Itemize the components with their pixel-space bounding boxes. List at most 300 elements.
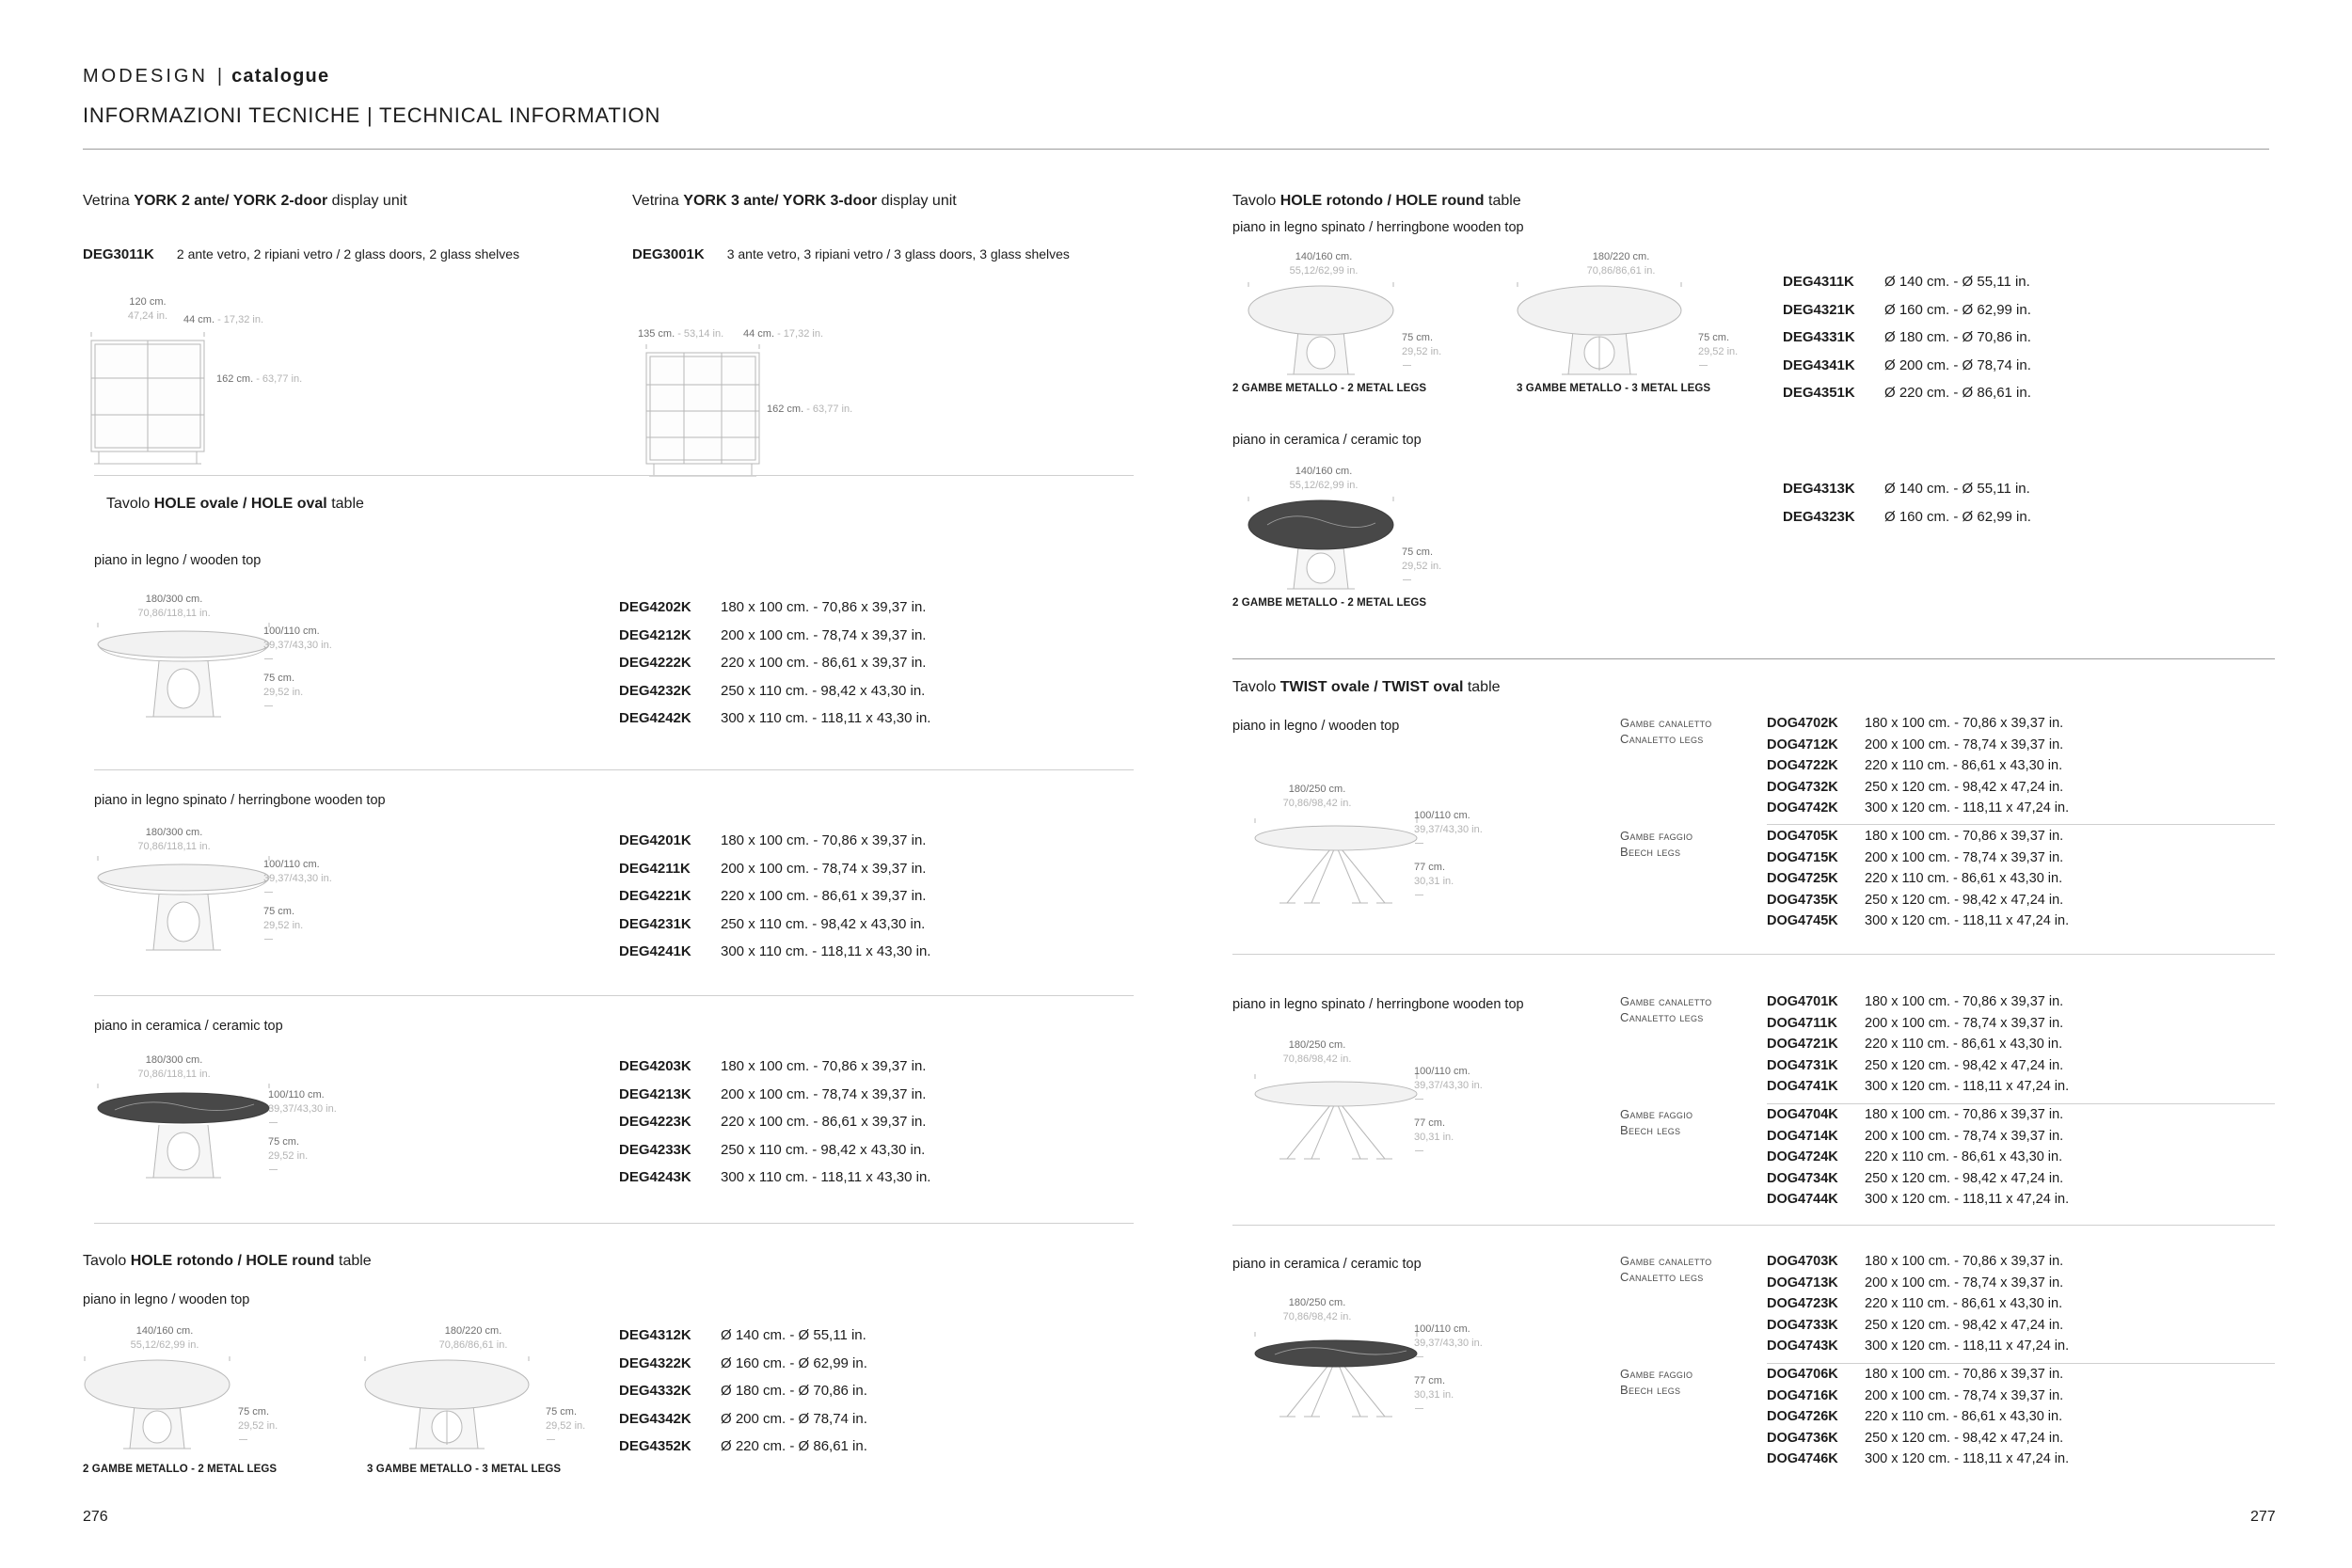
dim-cm: 77 cm. [1414,862,1446,873]
leg-type-faggio [1620,1366,1692,1398]
product-size: 180 x 100 cm. - 70,86 x 39,37 in. [1865,716,2064,731]
product-size: 250 x 120 cm. - 98,42 x 47,24 in. [1865,1317,2064,1333]
title-name: HOLE rotondo / HOLE round [1279,193,1485,209]
product-size: 200 x 100 cm. - 78,74 x 39,37 in. [1865,849,2064,865]
product-code: DEG4213K [619,1085,691,1102]
product-size: 180 x 100 cm. - 70,86 x 39,37 in. [721,599,927,615]
section-divider [1232,658,2275,659]
top-type-label: piano in ceramica / ceramic top [1232,433,1422,448]
dimension-tick [1415,1356,1423,1357]
title-name: TWIST ovale / TWIST oval [1279,679,1464,695]
product-code: DEG4223K [619,1114,691,1130]
product-list-hole-round-herringbone [1783,275,2031,414]
dim-height [263,672,303,700]
dimension-tick [1403,579,1411,580]
round-table-2leg-illustration [1244,282,1399,388]
hole-oval-ceramic-drawing [94,1046,461,1196]
product-size: 250 x 120 cm. - 98,42 x 47,24 in. [1865,1430,2064,1446]
dim-in: 70,86/118,11 in. [137,608,211,619]
dim-cm: 44 cm. [743,328,775,340]
dim-cm: 140/160 cm. [1295,466,1353,477]
product-code: DEG4243K [619,1169,691,1185]
legs-label-3metal: 3 GAMBE METALLO - 3 METAL LEGS [367,1464,562,1475]
leg-type-line1: Gambe canaletto [1620,716,1712,730]
dim-in: 29,52 in. [1698,346,1739,357]
dim-width [638,327,723,341]
product-size: Ø 140 cm. - Ø 55,11 in. [1884,274,2030,290]
dim-cm: 77 cm. [1414,1375,1446,1386]
product-size: 220 x 110 cm. - 86,61 x 43,30 in. [1865,871,2063,887]
dim-in: 29,52 in. [546,1420,586,1432]
leg-type-canaletto [1620,715,1712,747]
product-code: DOG4726K [1767,1409,1838,1425]
product-size: 300 x 120 cm. - 118,11 x 47,24 in. [1865,1338,2070,1354]
product-size: 220 x 110 cm. - 86,61 x 43,30 in. [1865,1296,2063,1312]
dim-in: - 63,77 in. [256,373,303,385]
dim-in: 29,52 in. [1402,561,1442,572]
sub-divider [1232,1225,2275,1226]
york3-product-line [632,246,1070,262]
product-size: 200 x 100 cm. - 78,74 x 39,37 in. [1865,1015,2064,1031]
dim-in: 70,86/98,42 in. [1282,1311,1352,1323]
product-code: DOG4745K [1767,913,1838,929]
dim-cm: 75 cm. [1698,332,1730,343]
dimension-tick [1415,1150,1423,1151]
cabinet-2door-illustration [89,331,207,470]
title-suffix: table [1484,193,1521,209]
dim-cm: 140/160 cm. [135,1325,194,1337]
title-name: YORK 3 ante/ YORK 3-door [683,193,878,209]
product-code: DEG4313K [1783,481,1855,497]
title-prefix: Tavolo [1232,193,1280,209]
product-code: DEG4221K [619,888,691,904]
product-list-twist-wood-canaletto [1767,717,2069,823]
product-code: DEG4332K [619,1383,691,1399]
sub-divider [1232,954,2275,955]
dim-width [1414,1323,1483,1351]
dim-length [1261,1038,1374,1067]
leg-type-line1: Gambe faggio [1620,1107,1693,1121]
product-row [1767,894,2069,908]
top-type-label: piano in ceramica / ceramic top [1232,1257,1422,1272]
dimension-tick [1403,365,1411,366]
dim-in: 29,52 in. [263,920,304,931]
product-row [1767,759,2069,773]
dimension-tick [264,939,273,940]
dim-in: 29,52 in. [268,1150,309,1162]
product-row [1767,1037,2069,1052]
hole-round-3leg-herringbone-drawing [1503,246,1814,397]
product-code: DOG4714K [1767,1128,1838,1144]
dim-in: 39,37/43,30 in. [268,1103,337,1115]
dim-cm: 180/250 cm. [1288,784,1346,795]
product-code: DEG4203K [619,1058,691,1074]
product-size: Ø 180 cm. - Ø 70,86 in. [1884,329,2031,345]
product-code: DEG4331K [1783,329,1855,345]
section-title-hole-round-right [1232,193,1521,210]
title-prefix: Vetrina [632,193,684,209]
product-size: 180 x 100 cm. - 70,86 x 39,37 in. [1865,1367,2064,1382]
section-title-york3 [632,193,957,210]
product-size: 250 x 110 cm. - 98,42 x 43,30 in. [721,682,926,699]
dim-diameter [412,1324,534,1353]
dim-height [1402,546,1441,574]
product-code: DEG3001K [632,246,705,262]
product-size: 300 x 110 cm. - 118,11 x 43,30 in. [721,710,931,726]
oval-table-illustration [94,856,273,967]
product-size: Ø 220 cm. - Ø 86,61 in. [1884,385,2031,401]
product-row [619,1170,930,1184]
leg-type-line2: Beech legs [1620,1123,1681,1137]
dim-cm: 75 cm. [1402,546,1434,558]
product-row [1767,1108,2069,1122]
dim-in: 29,52 in. [238,1420,278,1432]
product-code: DEG4222K [619,655,691,671]
leg-type-line2: Beech legs [1620,1383,1681,1397]
leg-type-line1: Gambe faggio [1620,829,1693,843]
hole-round-2leg-ceramic-drawing [1244,461,1526,611]
product-list-hole-oval-ceramic [619,1059,930,1198]
product-code: DOG4741K [1767,1079,1838,1095]
dim-cm: 120 cm. [129,296,167,308]
product-code: DEG4212K [619,626,691,643]
product-list-twist-herringbone-faggio [1767,1108,2069,1214]
product-row [1767,1432,2069,1446]
dim-in: 47,24 in. [127,310,168,322]
dim-width [268,1088,337,1117]
product-code: DEG4311K [1783,274,1854,290]
product-list-twist-herringbone-canaletto [1767,995,2069,1101]
brand-suffix: catalogue [231,66,330,87]
dim-height [1414,1374,1454,1402]
product-list-hole-oval-herringbone [619,833,930,973]
title-suffix: table [326,496,364,512]
product-row [1767,1276,2069,1291]
product-size: 250 x 120 cm. - 98,42 x 47,24 in. [1865,892,2064,908]
product-size: 200 x 100 cm. - 78,74 x 39,37 in. [721,626,927,643]
product-size: 180 x 100 cm. - 70,86 x 39,37 in. [721,1058,927,1074]
hole-round-2leg-herringbone-drawing [1244,246,1526,397]
product-code: DEG4341K [1783,356,1855,373]
dim-cm: 100/110 cm. [263,859,320,870]
dim-length [1261,783,1374,811]
product-row [619,1384,867,1398]
product-row [1783,303,2031,317]
top-type-label: piano in legno spinato / herringbone wooden top [94,793,386,808]
product-size: 300 x 120 cm. - 118,11 x 47,24 in. [1865,913,2070,929]
dim-in: 30,31 in. [1414,876,1454,887]
dim-cm: 180/300 cm. [145,594,203,605]
product-size: 250 x 120 cm. - 98,42 x 47,24 in. [1865,1170,2064,1186]
leg-type-line2: Canaletto legs [1620,732,1704,746]
dim-cm: 75 cm. [1402,332,1434,343]
dim-cm: 75 cm. [263,906,295,917]
page-subtitle: INFORMAZIONI TECNICHE | TECHNICAL INFORMATION [83,103,661,127]
dim-cm: 135 cm. [638,328,675,340]
product-code: DEG4323K [1783,508,1855,525]
product-code: DEG4233K [619,1141,691,1158]
dim-in: 55,12/62,99 in. [130,1339,199,1351]
brand-name: MODESIGN [83,66,208,87]
dim-cm: 77 cm. [1414,1117,1446,1129]
product-code: DOG4712K [1767,736,1838,752]
dim-cm: 100/110 cm. [1414,1323,1470,1335]
legs-label-2metal: 2 GAMBE METALLO - 2 METAL LEGS [83,1464,278,1475]
top-type-label: piano in legno spinato / herringbone wooden top [1232,997,1524,1012]
product-row [1767,1080,2069,1094]
product-size: 300 x 120 cm. - 118,11 x 47,24 in. [1865,1192,2070,1208]
dim-width [105,295,190,324]
product-row [619,1328,867,1342]
product-code: DOG4744K [1767,1192,1838,1208]
product-size: 200 x 100 cm. - 78,74 x 39,37 in. [1865,1275,2064,1291]
product-row [619,1143,930,1157]
dimension-tick [1415,1099,1423,1100]
product-row [619,862,930,876]
dim-cm: 100/110 cm. [1414,810,1470,821]
product-code: DOG4703K [1767,1254,1838,1269]
product-row [619,833,930,847]
dim-cm: 44 cm. [183,314,215,325]
product-code: DOG4733K [1767,1317,1838,1333]
leg-type-line1: Gambe faggio [1620,1367,1693,1381]
twist-table-illustration [1251,1074,1421,1171]
dim-in: 39,37/43,30 in. [1414,1338,1483,1349]
product-size: 180 x 100 cm. - 70,86 x 39,37 in. [1865,1107,2064,1122]
product-row [1783,386,2031,400]
product-row [1767,1452,2069,1466]
product-row [1767,1172,2069,1186]
dim-height [1698,331,1738,359]
leg-type-line2: Canaletto legs [1620,1270,1704,1284]
dim-height [767,403,852,417]
product-row [1783,482,2031,496]
dimension-tick [264,705,273,706]
product-size: Ø 160 cm. - Ø 62,99 in. [721,1354,867,1371]
product-code: DEG3011K [83,246,154,262]
dim-cm: 180/250 cm. [1288,1297,1346,1308]
sub-divider [1767,1363,2275,1364]
sub-divider [1767,1103,2275,1104]
product-size: 250 x 110 cm. - 98,42 x 43,30 in. [721,915,926,932]
product-code: DOG4735K [1767,892,1838,908]
product-size: Ø 140 cm. - Ø 55,11 in. [721,1327,866,1343]
product-row [619,1439,867,1453]
round-table-3leg-illustration [360,1356,534,1462]
product-code: DEG4352K [619,1438,691,1454]
dim-cm: 140/160 cm. [1295,251,1353,262]
product-code: DEG4211K [619,860,691,877]
dim-in: 70,86/118,11 in. [137,841,211,852]
product-code: DOG4706K [1767,1367,1838,1382]
dim-height [1402,331,1441,359]
dim-length [122,826,226,854]
dim-cm: 100/110 cm. [1414,1066,1470,1077]
product-size: 220 x 110 cm. - 86,61 x 43,30 in. [1865,758,2063,774]
product-size: 220 x 110 cm. - 86,61 x 43,30 in. [1865,1037,2063,1053]
title-prefix: Tavolo [83,1253,131,1269]
dim-depth [743,327,823,341]
product-code: DOG4723K [1767,1296,1838,1312]
dim-diameter [108,1324,221,1353]
product-size: 300 x 120 cm. - 118,11 x 47,24 in. [1865,800,2070,816]
dim-height [1414,861,1454,889]
product-row [1767,1297,2069,1311]
product-row [1783,275,2031,289]
dim-in: 39,37/43,30 in. [263,873,332,884]
dimension-tick [1415,843,1423,844]
leg-type-line1: Gambe canaletto [1620,1254,1712,1268]
dimension-tick [264,658,273,659]
product-row [1767,717,2069,731]
product-code: DEG4321K [1783,301,1855,318]
top-type-label: piano in legno / wooden top [83,1292,250,1307]
product-code: DEG4241K [619,943,691,959]
product-list-hole-oval-wood [619,600,930,739]
product-size: 180 x 100 cm. - 70,86 x 39,37 in. [1865,829,2064,844]
top-type-label: piano in legno / wooden top [94,553,262,568]
section-title-hole-oval [106,496,364,513]
sub-divider [94,769,1134,770]
dim-length [1261,1296,1374,1324]
product-code: DOG4711K [1767,1015,1837,1031]
product-code: DOG4716K [1767,1387,1838,1403]
dim-cm: 75 cm. [263,673,295,684]
dimension-tick [1415,1408,1423,1409]
dimension-tick [269,1169,278,1170]
round-table-ceramic-illustration [1244,497,1399,602]
dim-in: 70,86/98,42 in. [1282,1053,1352,1065]
york2-product-line [83,246,519,262]
leg-type-faggio [1620,828,1692,860]
product-row [1767,1130,2069,1144]
product-size: 180 x 100 cm. - 70,86 x 39,37 in. [721,832,927,848]
product-row [1767,830,2069,844]
dim-in: 70,86/86,61 in. [1586,265,1656,277]
product-row [1767,1059,2069,1073]
top-type-label: piano in legno / wooden top [1232,719,1400,734]
product-code: DOG4736K [1767,1430,1838,1446]
product-description: 2 ante vetro, 2 ripiani vetro / 2 glass doors, 2 glass shelves [176,246,520,261]
dim-cm: 75 cm. [268,1136,300,1148]
dim-in: 29,52 in. [263,687,304,698]
product-size: 300 x 120 cm. - 118,11 x 47,24 in. [1865,1079,2070,1095]
product-row [619,711,930,725]
dim-cm: 162 cm. [216,373,254,385]
dim-diameter [1560,250,1682,278]
york2-drawing [66,282,376,484]
product-list-hole-round-ceramic [1783,482,2031,537]
product-code: DOG4734K [1767,1170,1838,1186]
dim-cm: 100/110 cm. [268,1089,325,1101]
dimension-tick [269,1122,278,1123]
dim-in: 39,37/43,30 in. [263,640,332,651]
product-code: DEG4342K [619,1410,691,1427]
dim-height [263,905,303,933]
dim-in: 70,86/118,11 in. [137,1069,211,1080]
product-row [619,1059,930,1073]
twist-wood-drawing [1251,779,1534,920]
product-row [1767,1389,2069,1403]
page-number-right: 277 [2250,1509,2276,1525]
title-name: HOLE ovale / HOLE oval [153,496,327,512]
sub-divider [94,995,1134,996]
product-code: DOG4724K [1767,1149,1838,1165]
product-code: DEG4242K [619,710,691,726]
dim-in: - 17,32 in. [777,328,823,340]
product-code: DEG4312K [619,1327,691,1343]
product-size: 200 x 100 cm. - 78,74 x 39,37 in. [1865,736,2064,752]
product-size: 200 x 100 cm. - 78,74 x 39,37 in. [721,1085,927,1102]
product-size: Ø 160 cm. - Ø 62,99 in. [1884,508,2031,525]
product-row [619,656,930,670]
product-row [619,1087,930,1101]
product-code: DOG4725K [1767,871,1838,887]
product-size: Ø 220 cm. - Ø 86,61 in. [721,1438,867,1454]
product-row [619,600,930,614]
product-row [619,684,930,698]
product-size: 300 x 120 cm. - 118,11 x 47,24 in. [1865,1451,2070,1467]
dim-cm: 180/220 cm. [444,1325,502,1337]
dim-cm: 100/110 cm. [263,626,320,637]
product-row [1783,358,2031,372]
dim-in: - 17,32 in. [217,314,263,325]
product-size: 250 x 120 cm. - 98,42 x 47,24 in. [1865,1057,2064,1073]
product-code: DOG4746K [1767,1451,1838,1467]
legs-label-3metal: 3 GAMBE METALLO - 3 METAL LEGS [1517,383,1711,394]
twist-table-illustration [1251,818,1421,915]
dimension-tick [547,1439,555,1440]
product-row [1767,781,2069,795]
twist-ceramic-drawing [1251,1292,1534,1433]
product-row [619,1356,867,1370]
product-size: Ø 180 cm. - Ø 70,86 in. [721,1383,867,1399]
product-code: DOG4743K [1767,1338,1838,1354]
cabinet-3door-illustration [644,343,762,483]
dim-height [268,1135,308,1164]
round-table-3leg-illustration [1513,282,1687,388]
product-row [1767,1319,2069,1333]
leg-type-line2: Canaletto legs [1620,1010,1704,1024]
product-code: DEG4201K [619,832,691,848]
title-suffix: table [1463,679,1501,695]
product-code: DEG4322K [619,1354,691,1371]
product-size: Ø 200 cm. - Ø 78,74 in. [721,1410,867,1427]
title-prefix: Tavolo [106,496,154,512]
dim-in: 70,86/98,42 in. [1282,798,1352,809]
section-divider [94,1223,1134,1224]
product-row [1767,851,2069,865]
product-size: 180 x 100 cm. - 70,86 x 39,37 in. [1865,1254,2064,1269]
product-size: 220 x 110 cm. - 86,61 x 43,30 in. [1865,1149,2063,1165]
dim-width [263,625,332,653]
product-row [1767,995,2069,1009]
dim-height [546,1405,585,1433]
product-code: DEG4202K [619,599,691,615]
product-size: Ø 160 cm. - Ø 62,99 in. [1884,301,2031,318]
product-code: DEG4231K [619,915,691,932]
dimension-tick [1699,365,1708,366]
dim-width [263,858,332,886]
dim-width [1414,809,1483,837]
product-row [1767,1255,2069,1269]
leg-type-line1: Gambe canaletto [1620,994,1712,1008]
oval-table-ceramic-illustration [94,1084,273,1195]
title-name: YORK 2 ante/ YORK 2-door [134,193,328,209]
dim-in: 30,31 in. [1414,1132,1454,1143]
product-size: 300 x 110 cm. - 118,11 x 43,30 in. [721,1169,931,1185]
section-divider [94,475,1134,476]
